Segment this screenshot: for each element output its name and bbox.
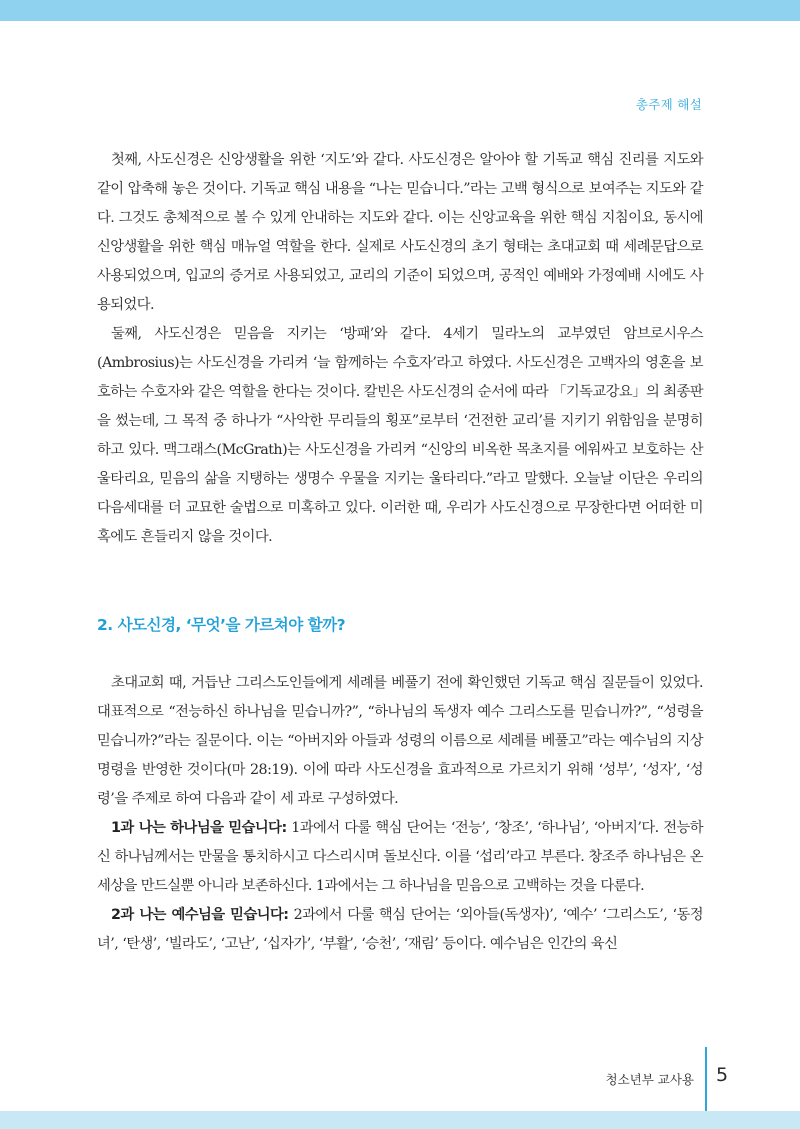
paragraph-first-point: 첫째, 사도신경은 신앙생활을 위한 ‘지도’와 같다. 사도신경은 알아야 할 기독교 핵심 진리를 지도와 같이 압축해 놓은 것이다. 기독교 핵심 내용을 “나는 믿습니다.”라는 고백 형식으로 보여주는 지도와 같다. 그것도 총체적으로 볼 수 있게 안내하는 지도와 같다. 이는 신앙교육을 위한 핵심 지침이요, 동시에 신앙생활을 위한 핵심 매뉴얼 역할을 한다. 실제로 사도신경의 초기 형태는 초대교회 때 세례문답으로 사용되었으며, 입교의 증거로 사용되었고, 교리의 기준이 되었으며, 공적인 예배와 가정예배 시에도 사용되었다. xyxy=(97,152,703,313)
page-number: 5 xyxy=(716,1064,729,1086)
page-content xyxy=(97,146,703,959)
paragraph-second-point: 둘째, 사도신경은 믿음을 지키는 ‘방패’와 같다. 4세기 밀라노의 교부였던 암브로시우스(Ambrosius)는 사도신경을 가리켜 ‘늘 함께하는 수호자’라고 하였다. 사도신경은 고백자의 영혼을 보호하는 수호자와 같은 역할을 한다는 것이다. 칼빈은 사도신경의 순서에 따라 「기독교강요」의 최종판을 썼는데, 그 목적 중 하나가 “사악한 무리들의 횡포”로부터 ‘건전한 교리’를 지키기 위함임을 분명히 하고 있다. 맥그래스(McGrath)는 사도신경을 가리켜 “신앙의 비옥한 목초지를 에워싸고 보호하는 산울타리요, 믿음의 삶을 지탱하는 생명수 우물을 지키는 울타리다.”라고 말했다. 오늘날 이단은 우리의 다음세대를 더 교묘한 술법으로 미혹하고 있다. 이러한 때, 우리가 사도신경으로 무장한다면 어떠한 미혹에도 흔들리지 않을 것이다. xyxy=(97,326,703,545)
lesson-2-paragraph xyxy=(97,901,703,959)
lesson-2-text: 2과에서 다룰 핵심 단어는 ‘외아들(독생자)’, ‘예수’ ‘그리스도’, ‘동정녀’, ‘탄생’, ‘빌라도’, ‘고난’, ‘십자가’, ‘부활’, ‘승천’, ‘재림’ 등이다. 예수님은 인간의 육신 xyxy=(97,907,703,952)
lesson-1-paragraph xyxy=(97,814,703,901)
lesson-1-text: 1과에서 다룰 핵심 단어는 ‘전능’, ‘창조’, ‘하나님’, ‘아버지’다. 전능하신 하나님께서는 만물을 통치하시고 다스리시며 돌보신다. 이를 ‘섭리’라고 부른다. 창조주 하나님은 온 세상을 만드실뿐 아니라 보존하신다. 1과에서는 그 하나님을 믿음으로 고백하는 것을 다룬다. xyxy=(97,820,703,894)
bottom-color-band xyxy=(0,1111,800,1129)
paragraph-intro: 초대교회 때, 거듭난 그리스도인들에게 세례를 베풀기 전에 확인했던 기독교 핵심 질문들이 있었다. 대표적으로 “전능하신 하나님을 믿습니까?”, “하나님의 독생자 예수 그리스도를 믿습니까?”, “성령을 믿습니까?”라는 질문이다. 이는 “아버지와 아들과 성령의 이름으로 세례를 베풀고”라는 예수님의 지상명령을 반영한 것이다(마 28:19). 이에 따라 사도신경을 효과적으로 가르치기 위해 ‘성부’, ‘성자’, ‘성령’을 주제로 하여 다음과 같이 세 과로 구성하였다. xyxy=(97,675,703,807)
lesson-1-title: 1과 나는 하나님을 믿습니다: xyxy=(111,820,287,836)
footer-divider xyxy=(705,1047,707,1111)
lesson-2-title: 2과 나는 예수님을 믿습니다: xyxy=(111,907,289,923)
section-heading: 2. 사도신경, ‘무엇’을 가르쳐야 할까? xyxy=(97,616,346,634)
top-color-band xyxy=(0,0,800,21)
page-footer xyxy=(0,1040,800,1111)
footer-book-title: 청소년부 교사용 xyxy=(605,1072,694,1087)
running-head: 총주제 해설 xyxy=(635,97,702,112)
